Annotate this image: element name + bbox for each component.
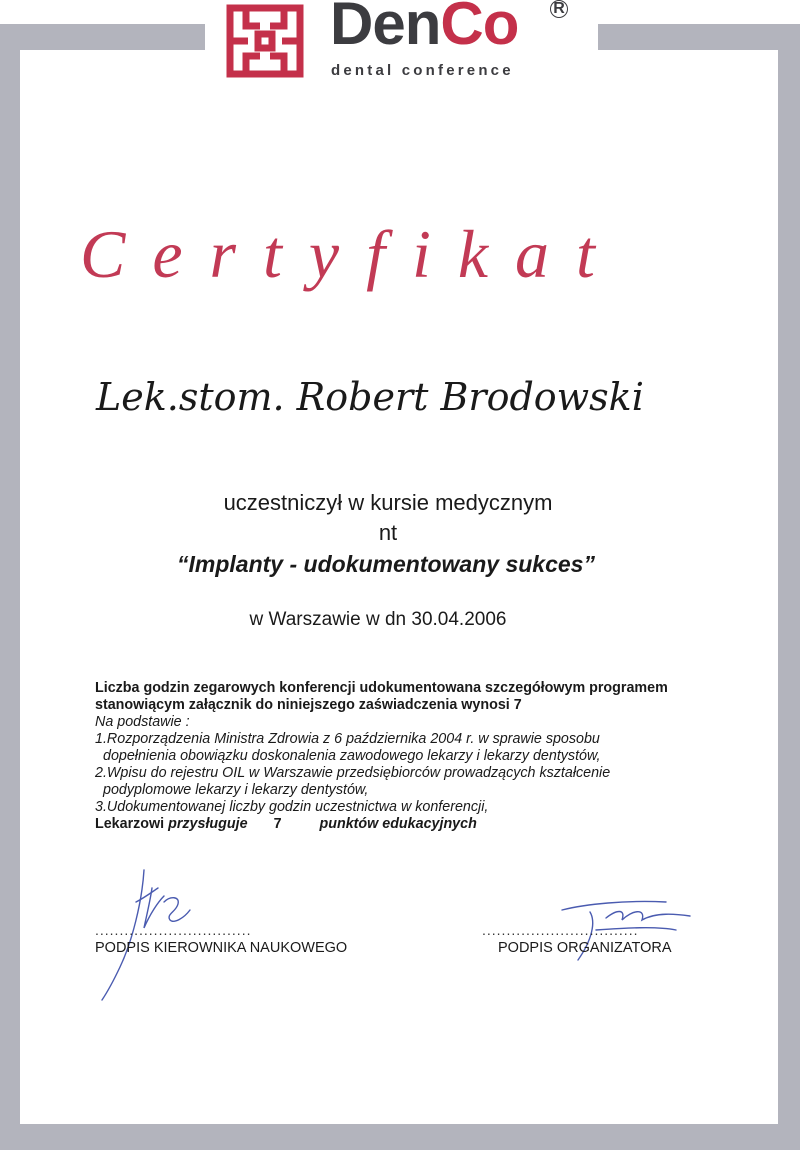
basis-item-2b: podyplomowe lekarzy i lekarzy dentystów, [103, 782, 369, 798]
participation-line: uczestniczył w kursie medycznym [223, 490, 553, 515]
logo-subtitle: dental conference [331, 62, 514, 79]
left-signature-line: ................................ [95, 922, 252, 938]
points-suffix: punktów edukacyjnych [319, 816, 477, 832]
points-value: 7 [273, 816, 282, 832]
recipient-name: Lek.stom. Robert Brodowski [96, 375, 644, 419]
logo-co: Co [440, 0, 519, 57]
basis-item-1a: 1.Rozporządzenia Ministra Zdrowia z 6 października 2004 r. w sprawie sposobu [95, 731, 600, 747]
left-signature-label: PODPIS KIEROWNIKA NAUKOWEGO [95, 940, 348, 956]
frame-left [0, 24, 20, 1150]
points-prefix: Lekarzowi [95, 816, 169, 832]
basis-item-2a: 2.Wpisu do rejestru OIL w Warszawie przedsiębiorców prowadzących kształcenie [95, 765, 611, 781]
basis-item-1b: dopełnienia obowiązku doskonalenia zawodowego lekarzy i lekarzy dentystów, [103, 748, 601, 764]
place-date: w Warszawie w dn 30.04.2006 [249, 609, 507, 630]
points-line [95, 816, 775, 833]
registered-mark: R [550, 0, 568, 18]
frame-right [778, 24, 800, 1150]
course-title: “Implanty - udokumentowany sukces” [177, 551, 595, 577]
basis-item-3: 3.Udokumentowanej liczby godzin uczestnictwa w konferencji, [95, 799, 489, 815]
topic-prefix: nt [378, 520, 398, 545]
right-signature-line: ................................ [482, 922, 639, 938]
certificate-title: Certyfikat [80, 216, 622, 292]
logo-den: Den [330, 0, 441, 57]
frame-top-right [598, 24, 800, 50]
basis-heading: Na podstawie : [95, 714, 190, 730]
details-block [95, 680, 775, 833]
frame-top-left [0, 24, 205, 50]
points-verb: przysługuje [168, 816, 248, 832]
hours-line-2: stanowiącym załącznik do niniejszego zaświadczenia wynosi 7 [95, 697, 522, 713]
logo-wordmark [330, 0, 519, 57]
hours-line-1: Liczba godzin zegarowych konferencji udokumentowana szczegółowym programem [95, 680, 668, 696]
frame-bottom [0, 1124, 800, 1150]
right-signature-label: PODPIS ORGANIZATORA [498, 940, 672, 956]
denco-logo-mark-icon [226, 4, 304, 78]
